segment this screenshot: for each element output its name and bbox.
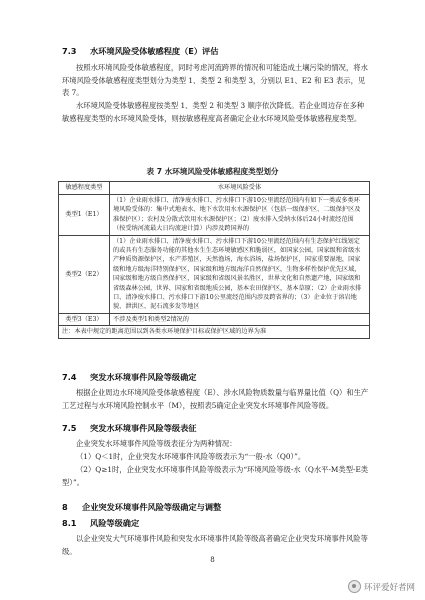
receptor-cell: （1）企业雨水排口、清净废水排口、污水排口下游10公里流经范围内有如下一类或多类环境风险受体的：集中式地表水、地下水饮用水水源保护区（包括一级保护区、二级保护区及准保护区）；农村及分散式饮用水水源保护区；（2）废水排入受纳水体后24小时流经范围（按受纳河流最大日均流速计算）内涉及跨国界的 <box>110 195 370 236</box>
section-7-4-number: 7.4 <box>62 372 77 382</box>
paragraph-7-5-3: （2）Q≥1时，企业突发水环境事件风险等级表示为“环境风险等级-水（Q水平-M类型-E类型）”。 <box>62 465 369 487</box>
table-header-row <box>59 182 370 195</box>
paragraph-7-3-1: 按照水环境风险受体敏感程度，同时考虑河流跨界的情况和可能造成土壤污染的情况，将水环境风险受体敏感程度类型划分为类型 1、类型 2 和类型 3，分别以 E1、E2 和 E3 表示，见表 7。 <box>62 63 368 98</box>
table-note-row <box>59 326 370 338</box>
section-8-1-title: 风险等级确定 <box>90 518 140 528</box>
section-8-title: 企业突发环境事件风险等级确定与调整 <box>82 502 222 512</box>
paragraph-7-4-1: 根据企业周边水环境风险受体敏感程度（E）、涉水风险物质数量与临界量比值（Q）和生产工艺过程与水环境风险控制水平（M），按照表5确定企业突发水环境事件风险等级。 <box>62 388 369 410</box>
table-7 <box>58 181 370 339</box>
receptor-cell: （1）企业雨水排口、清净废水排口、污水排口下游10公里流经范围内有生态保护红线划定的或具有生态服务功能的其他水生生态环境敏感区和脆弱区，如国家公园，国家级和省级水产种质资源保护区，水产养殖区，天然渔场，海水浴场，盐场保护区，国家重要湿地，国家级和地方级海洋特别保护区，国家级和地方级海洋自然保护区，生物多样性保护优先区域，国家级和地方级自然保护区，国家级和省级风景名胜区，世界文化和自然遗产地，国家级和省级森林公园，世界、国家和省级地质公园，基本农田保护区，基本草原；（2）企业雨水排口、清净废水排口、污水排口下游10公里流经范围内涉及跨省界的；（3）企业位于溶岩地貌、泄洪区、泥石流多发等地区 <box>110 235 370 313</box>
section-7-3-number: 7.3 <box>62 46 77 56</box>
table-7-caption: 表 7 水环境风险受体敏感程度类型划分 <box>146 167 279 176</box>
table-note: 注：本表中规定的距离范围以到各类水环境保护目标或保护区域的边界为准 <box>59 326 370 338</box>
table-row <box>59 313 370 325</box>
paragraph-7-3-2: 水环境风险受体敏感程度按类型 1、类型 2 和类型 3 顺序依次降低。若企业周边存在多种敏感程度类型的水环境风险受体，则按敏感程度高者确定企业水环境风险受体敏感程度类型。 <box>62 101 365 123</box>
paragraph-7-5-2: （1）Q＜1时，企业突发水环境事件风险等级表示为“一般-水（Q0）”。 <box>76 452 306 461</box>
type-cell: 类型3（E3） <box>59 313 110 325</box>
watermark-text: 环评爱好者网 <box>363 582 415 593</box>
table-row <box>59 195 370 236</box>
circle-logo-icon <box>348 580 361 593</box>
table-row <box>59 235 370 313</box>
page-number: 8 <box>210 556 215 564</box>
section-7-4-title: 突发水环境事件风险等级确定 <box>90 372 197 382</box>
section-8-number: 8 <box>62 502 68 512</box>
receptor-cell: 不涉及类型1和类型2情况的 <box>110 313 370 325</box>
paragraph-8-1-1: 以企业突发大气环境事件风险和突发水环境事件风险等级高者确定企业突发环境事件风险等级。 <box>62 534 368 556</box>
section-7-3-title: 水环境风险受体敏感程度（E）评估 <box>90 46 219 56</box>
section-7-5-title: 突发水环境事件风险等级表征 <box>90 423 197 433</box>
watermark <box>348 580 415 593</box>
section-8-1-number: 8.1 <box>62 518 77 528</box>
paragraph-7-5-1: 企业突发水环境事件风险等级表征分为两种情况： <box>76 439 237 448</box>
type-cell: 类型2（E2） <box>59 235 110 313</box>
table-header-cell: 水环境风险受体 <box>110 182 370 195</box>
section-7-5-number: 7.5 <box>62 423 77 433</box>
type-cell: 类型1（E1） <box>59 195 110 236</box>
table-header-cell: 敏感程度类型 <box>59 182 110 195</box>
